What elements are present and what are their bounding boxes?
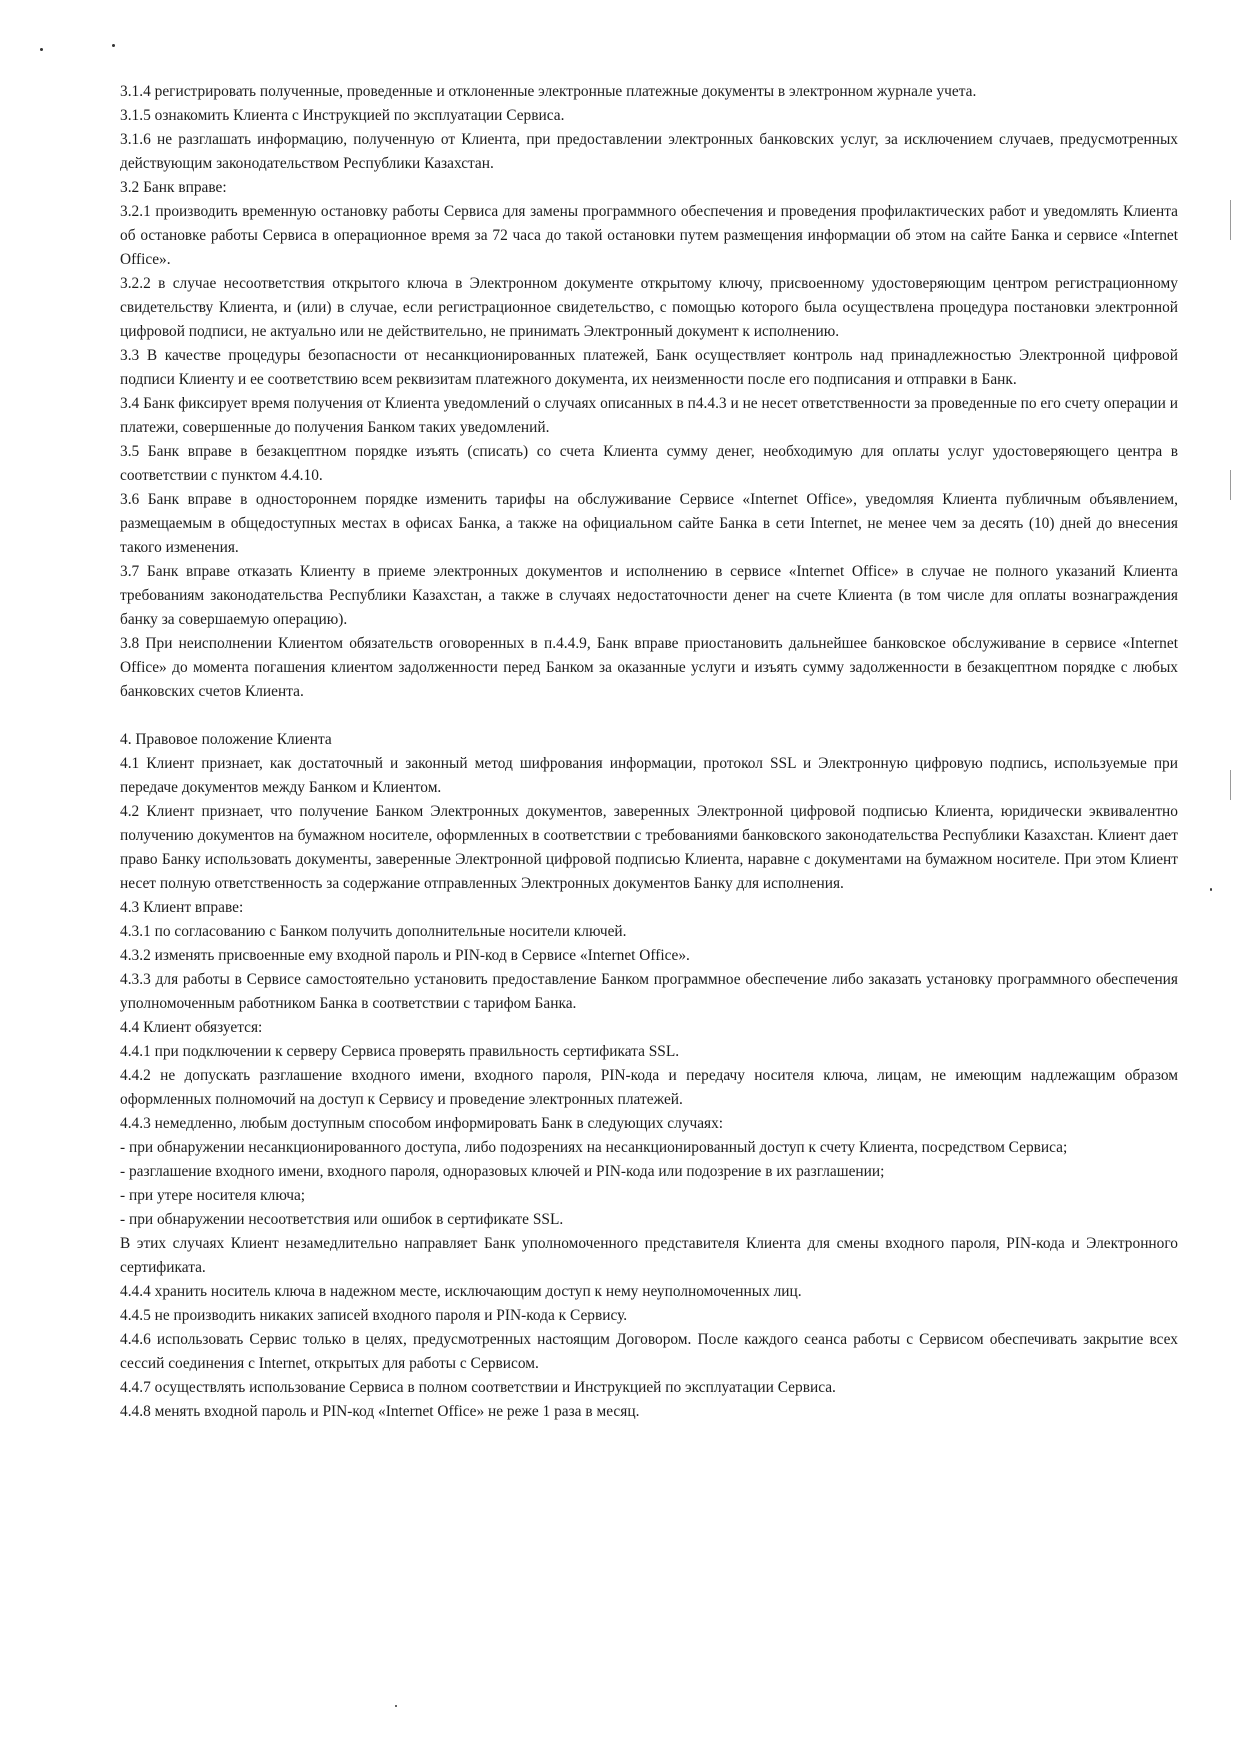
list-item: - при обнаружении несанкционированного доступа, либо подозрениях на несанкционированный доступ к счету Клиента, посредством Сервиса; [120, 1139, 1068, 1156]
paragraph-3-1-6: 3.1.6 не разглашать информацию, полученную от Клиента, при предоставлении электронных банковских услуг, за исключением случаев, предусмотренных действующим законодательством Республики Казахстан. [120, 131, 1178, 172]
paragraph-4-2: 4.2 Клиент признает, что получение Банком Электронных документов, заверенных Электронной цифровой подписью Клиента, юридически эквивалентно получению документов на бумажном носителе, оформленных в соответствии с требованиями банковского законодательства Республики Казахстан. Клиент дает право Банку использовать документы, заверенные Электронной цифровой подписью Клиента, наравне с документами на бумажном носителе. При этом Клиент несет полную ответственность за содержание отправленных Электронных документов Банку для исполнения. [120, 803, 1178, 892]
paragraph-3-4: 3.4 Банк фиксирует время получения от Клиента уведомлений о случаях описанных в п4.4.3 и не несет ответственности за проведенные по его счету операции и платежи, совершенные до получения Банком таких уведомлений. [120, 395, 1178, 436]
paragraph-3-1-5: 3.1.5 ознакомить Клиента с Инструкцией по эксплуатации Сервиса. [120, 107, 565, 124]
scan-speck [1210, 888, 1212, 891]
paragraph-4-3-2: 4.3.2 изменять присвоенные ему входной пароль и PIN-код в Сервисе «Internet Office». [120, 947, 690, 964]
section-heading-4: 4. Правовое положение Клиента [120, 731, 332, 748]
paragraph-3-2-2: 3.2.2 в случае несоответствия открытого ключа в Электронном документе открытому ключу, присвоенному удостоверяющим центром регистрационному свидетельству Клиента, и (или) в случае, если регистрационное свидетельство, с помощью которого была осуществлена процедура постановки электронной цифровой подписи, не актуально или не действительно, не принимать Электронный документ к исполнению. [120, 275, 1178, 340]
scan-speck [112, 44, 115, 47]
paragraph-4-4-7: 4.4.7 осуществлять использование Сервиса в полном соответствии и Инструкцией по эксплуатации Сервиса. [120, 1379, 836, 1396]
scan-edge-mark [1230, 770, 1231, 800]
paragraph-3-8: 3.8 При неисполнении Клиентом обязательств оговоренных в п.4.4.9, Банк вправе приостановить дальнейшее банковское обслуживание в сервисе «Internet Office» до момента погашения клиентом задолженности перед Банком за оказанные услуги и изъять сумму задолженности в безакцептном порядке с любых банковских счетов Клиента. [120, 635, 1178, 700]
scan-edge-mark [1230, 200, 1231, 240]
scan-speck [40, 48, 43, 51]
paragraph-3-3: 3.3 В качестве процедуры безопасности от несанкционированных платежей, Банк осуществляет контроль над принадлежностью Электронной цифровой подписи Клиенту и ее соответствию всем реквизитам платежного документа, их неизменности после его подписания и отправки в Банк. [120, 347, 1178, 388]
paragraph-3-2-1: 3.2.1 производить временную остановку работы Сервиса для замены программного обеспечения и проведения профилактических работ и уведомлять Клиента об остановке работы Сервиса в операционное время за 72 часа до такой остановки путем размещения информации об этом на сайте Банка и сервисе «Internet Office». [120, 203, 1178, 268]
paragraph-4-4-4: 4.4.4 хранить носитель ключа в надежном месте, исключающим доступ к нему неуполномоченных лиц. [120, 1283, 802, 1300]
paragraph-4-3-1: 4.3.1 по согласованию с Банком получить дополнительные носители ключей. [120, 923, 627, 940]
paragraph-4-4: 4.4 Клиент обязуется: [120, 1019, 263, 1036]
paragraph-4-4-1: 4.4.1 при подключении к серверу Сервиса проверять правильность сертификата SSL. [120, 1043, 680, 1060]
paragraph-4-3: 4.3 Клиент вправе: [120, 899, 244, 916]
paragraph-4-3-3: 4.3.3 для работы в Сервисе самостоятельно установить предоставление Банком программное обеспечение либо заказать установку программного обеспечения уполномоченным работником Банка в соответствии с тарифом Банка. [120, 971, 1178, 1012]
list-item: - при обнаружении несоответствия или ошибок в сертификате SSL. [120, 1211, 564, 1228]
list-item: - разглашение входного имени, входного пароля, одноразовых ключей и PIN-кода или подозрение в их разглашении; [120, 1163, 885, 1180]
paragraph-4-4-5: 4.4.5 не производить никаких записей входного пароля и PIN-кода к Сервису. [120, 1307, 628, 1324]
scan-speck [395, 1705, 397, 1707]
scan-edge-mark [1230, 470, 1231, 500]
paragraph-3-5: 3.5 Банк вправе в безакцептном порядке изъять (списать) со счета Клиента сумму денег, необходимую для оплаты услуг удостоверяющего центра в соответствии с пунктом 4.4.10. [120, 443, 1178, 484]
paragraph-note: В этих случаях Клиент незамедлительно направляет Банк уполномоченного представителя Клиента для смены входного пароля, PIN-кода и Электронного сертификата. [120, 1235, 1178, 1276]
paragraph-3-7: 3.7 Банк вправе отказать Клиенту в приеме электронных документов и исполнению в сервисе «Internet Office» в случае не полного указаний Клиента требованиям законодательства Республики Казахстан, а также в случаях недостаточности денег на счете Клиента (в том числе для оплаты вознаграждения банку за совершаемую операцию). [120, 563, 1178, 628]
document-body [120, 80, 1178, 1424]
paragraph-4-4-3: 4.4.3 немедленно, любым доступным способом информировать Банк в следующих случаях: [120, 1115, 724, 1132]
paragraph-4-4-2: 4.4.2 не допускать разглашение входного имени, входного пароля, PIN-кода и передачу носителя ключа, лицам, не имеющим надлежащим образом оформленных полномочий на доступ к Сервису и проведение электронных платежей. [120, 1067, 1178, 1108]
paragraph-4-4-6: 4.4.6 использовать Сервис только в целях, предусмотренных настоящим Договором. После каждого сеанса работы с Сервисом обеспечивать закрытие всех сессий соединения с Internet, открытых для работы с Сервисом. [120, 1331, 1178, 1372]
paragraph-3-2: 3.2 Банк вправе: [120, 179, 227, 196]
list-item: - при утере носителя ключа; [120, 1187, 306, 1204]
section-gap [120, 704, 1178, 728]
paragraph-4-4-8: 4.4.8 менять входной пароль и PIN-код «Internet Office» не реже 1 раза в месяц. [120, 1403, 640, 1420]
paragraph-3-6: 3.6 Банк вправе в одностороннем порядке изменить тарифы на обслуживание Сервисе «Internet Office», уведомляя Клиента публичным объявлением, размещаемым в общедоступных местах в офисах Банка, а также на официальном сайте Банка в сети Internet, не менее чем за десять (10) дней до внесения такого изменения. [120, 491, 1178, 556]
paragraph-3-1-4: 3.1.4 регистрировать полученные, проведенные и отклоненные электронные платежные документы в электронном журнале учета. [120, 83, 977, 100]
paragraph-4-1: 4.1 Клиент признает, как достаточный и законный метод шифрования информации, протокол SSL и Электронную цифровую подпись, используемые при передаче документов между Банком и Клиентом. [120, 755, 1178, 796]
